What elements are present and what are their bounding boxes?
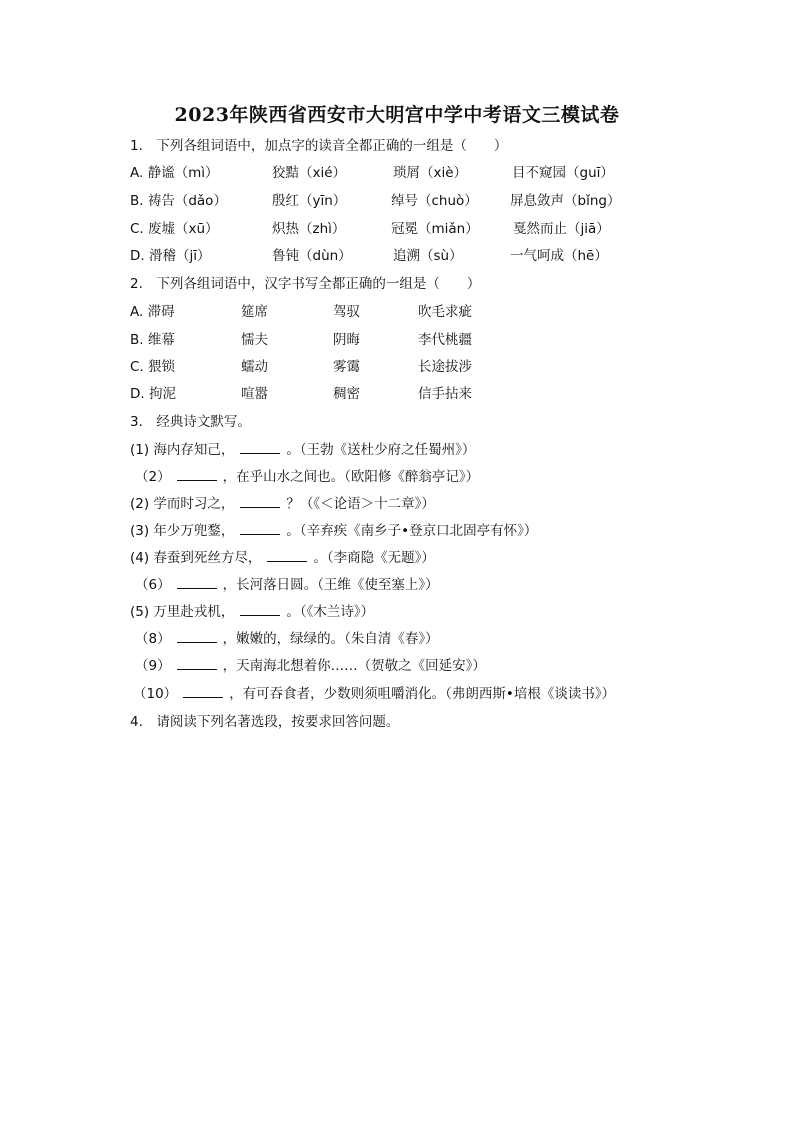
q2-option-a-3: 驾驭 [333,304,360,320]
q3-item-suffix: 。（《木兰诗》） [286,604,375,620]
fill-blank[interactable] [177,468,217,481]
q3-item-prefix: （8） [135,631,171,647]
q1-option-d-4: 一气呵成（hē） [510,248,608,264]
q3-item-suffix: ，嫩嫩的，绿绿的。（朱自清《春》） [222,631,439,647]
q3-item-suffix: ，长河落日圆。（王维《使至塞上》） [222,577,439,593]
q3-item-prefix: (5) 万里赴戎机， [130,604,235,620]
fill-blank[interactable] [177,630,217,643]
q3-item-prefix: (3) 年少万兜鍪， [130,523,235,539]
q1-option-d-3: 追溯（sù） [393,248,463,264]
q3-item-4 [130,521,537,541]
q3-item-prefix: （10） [133,686,178,702]
q1-option-c-4: 戛然而止（jiā） [513,221,610,237]
q1-option-c-2: 炽热（zhì） [272,221,346,237]
q2-option-b-4: 李代桃疆 [418,332,472,348]
fill-blank[interactable] [240,495,280,508]
q2-option-d-4: 信手拈来 [418,386,472,402]
q1-option-a-1: A. 静谧（mì） [130,165,219,181]
q1-option-b-3: 绰号（chuò） [391,193,478,209]
q1-stem: 1. 下列各组词语中，加点字的读音全都正确的一组是（ ） [130,138,508,154]
q2-option-b-1: B. 维幕 [130,332,175,348]
fill-blank[interactable] [177,657,217,670]
q2-option-a-2: 筵席 [241,304,268,320]
q1-option-b-1: B. 祷告（dǎo） [130,193,227,209]
q3-item-6 [135,575,439,595]
q3-item-10 [133,684,615,704]
q3-item-5 [130,548,435,568]
q2-option-d-1: D. 拘泥 [130,386,176,402]
q1-option-c-3: 冠冕（miǎn） [391,221,479,237]
q3-item-3 [130,494,435,514]
q3-stem: 3. 经典诗文默写。 [130,414,251,430]
q1-option-b-4: 屏息敛声（bǐng） [510,193,621,209]
q2-option-c-2: 蠕动 [241,359,268,375]
fill-blank[interactable] [267,549,307,562]
q2-option-d-3: 稠密 [333,386,360,402]
q2-option-d-2: 喧嚣 [241,386,268,402]
fill-blank[interactable] [240,603,280,616]
q3-item-prefix: （2） [135,469,171,485]
page-title: 2023年陕西省西安市大明宫中学中考语文三模试卷 [174,104,620,126]
q3-item-prefix: (4) 春蚕到死丝方尽， [130,550,262,566]
q1-option-d-1: D. 滑稽（jī） [130,248,211,264]
q2-stem: 2. 下列各组词语中，汉字书写全都正确的一组是（ ） [130,276,481,292]
q2-option-b-2: 懦夫 [241,332,268,348]
q1-option-a-4: 目不窥园（guī） [512,165,614,181]
q3-item-suffix: ？（《＜论语＞十二章》） [286,496,435,512]
q3-item-7 [130,602,374,622]
q3-item-1 [130,440,475,460]
q4-stem: 4. 请阅读下列名著选段，按要求回答问题。 [130,714,400,730]
q1-option-c-1: C. 废墟（xū） [130,221,219,237]
q3-item-prefix: （9） [135,658,171,674]
q3-item-suffix: ，有可吞食者，少数则须咀嚼消化。（弗朗西斯•培根《谈读书》） [229,686,616,702]
q3-item-suffix: ，在乎山水之间也。（欧阳修《醉翁亭记》） [222,469,480,485]
q2-option-c-1: C. 猥锁 [130,359,176,375]
q1-option-d-2: 鲁钝（dùn） [272,248,352,264]
q3-item-suffix: 。（王勃《送杜少府之任蜀州》） [286,442,476,458]
fill-blank[interactable] [240,522,280,535]
q2-option-c-4: 长途拔涉 [418,359,472,375]
q2-option-a-4: 吹毛求疵 [418,304,472,320]
q3-item-suffix: 。（李商隐《无题》） [313,550,435,566]
q1-option-a-2: 狡黠（xié） [272,165,347,181]
q2-option-a-1: A. 滞碍 [130,304,175,320]
q3-item-suffix: 。（辛弃疾《南乡子•登京口北固亭有怀》） [286,523,538,539]
q2-option-c-3: 雾霭 [333,359,360,375]
q1-option-b-2: 殷红（yīn） [272,193,347,209]
q2-option-b-3: 阴晦 [333,332,360,348]
fill-blank[interactable] [177,576,217,589]
q1-option-a-3: 琐屑（xiè） [393,165,468,181]
fill-blank[interactable] [240,441,280,454]
q3-item-9 [135,656,486,676]
q3-item-suffix: ，天南海北想着你……（贺敬之《回延安》） [222,658,486,674]
fill-blank[interactable] [183,685,223,698]
q3-item-prefix: （6） [135,577,171,593]
q3-item-prefix: (1) 海内存知己， [130,442,235,458]
q3-item-8 [135,629,439,649]
q3-item-prefix: (2) 学而时习之， [130,496,235,512]
q3-item-2 [135,467,479,487]
